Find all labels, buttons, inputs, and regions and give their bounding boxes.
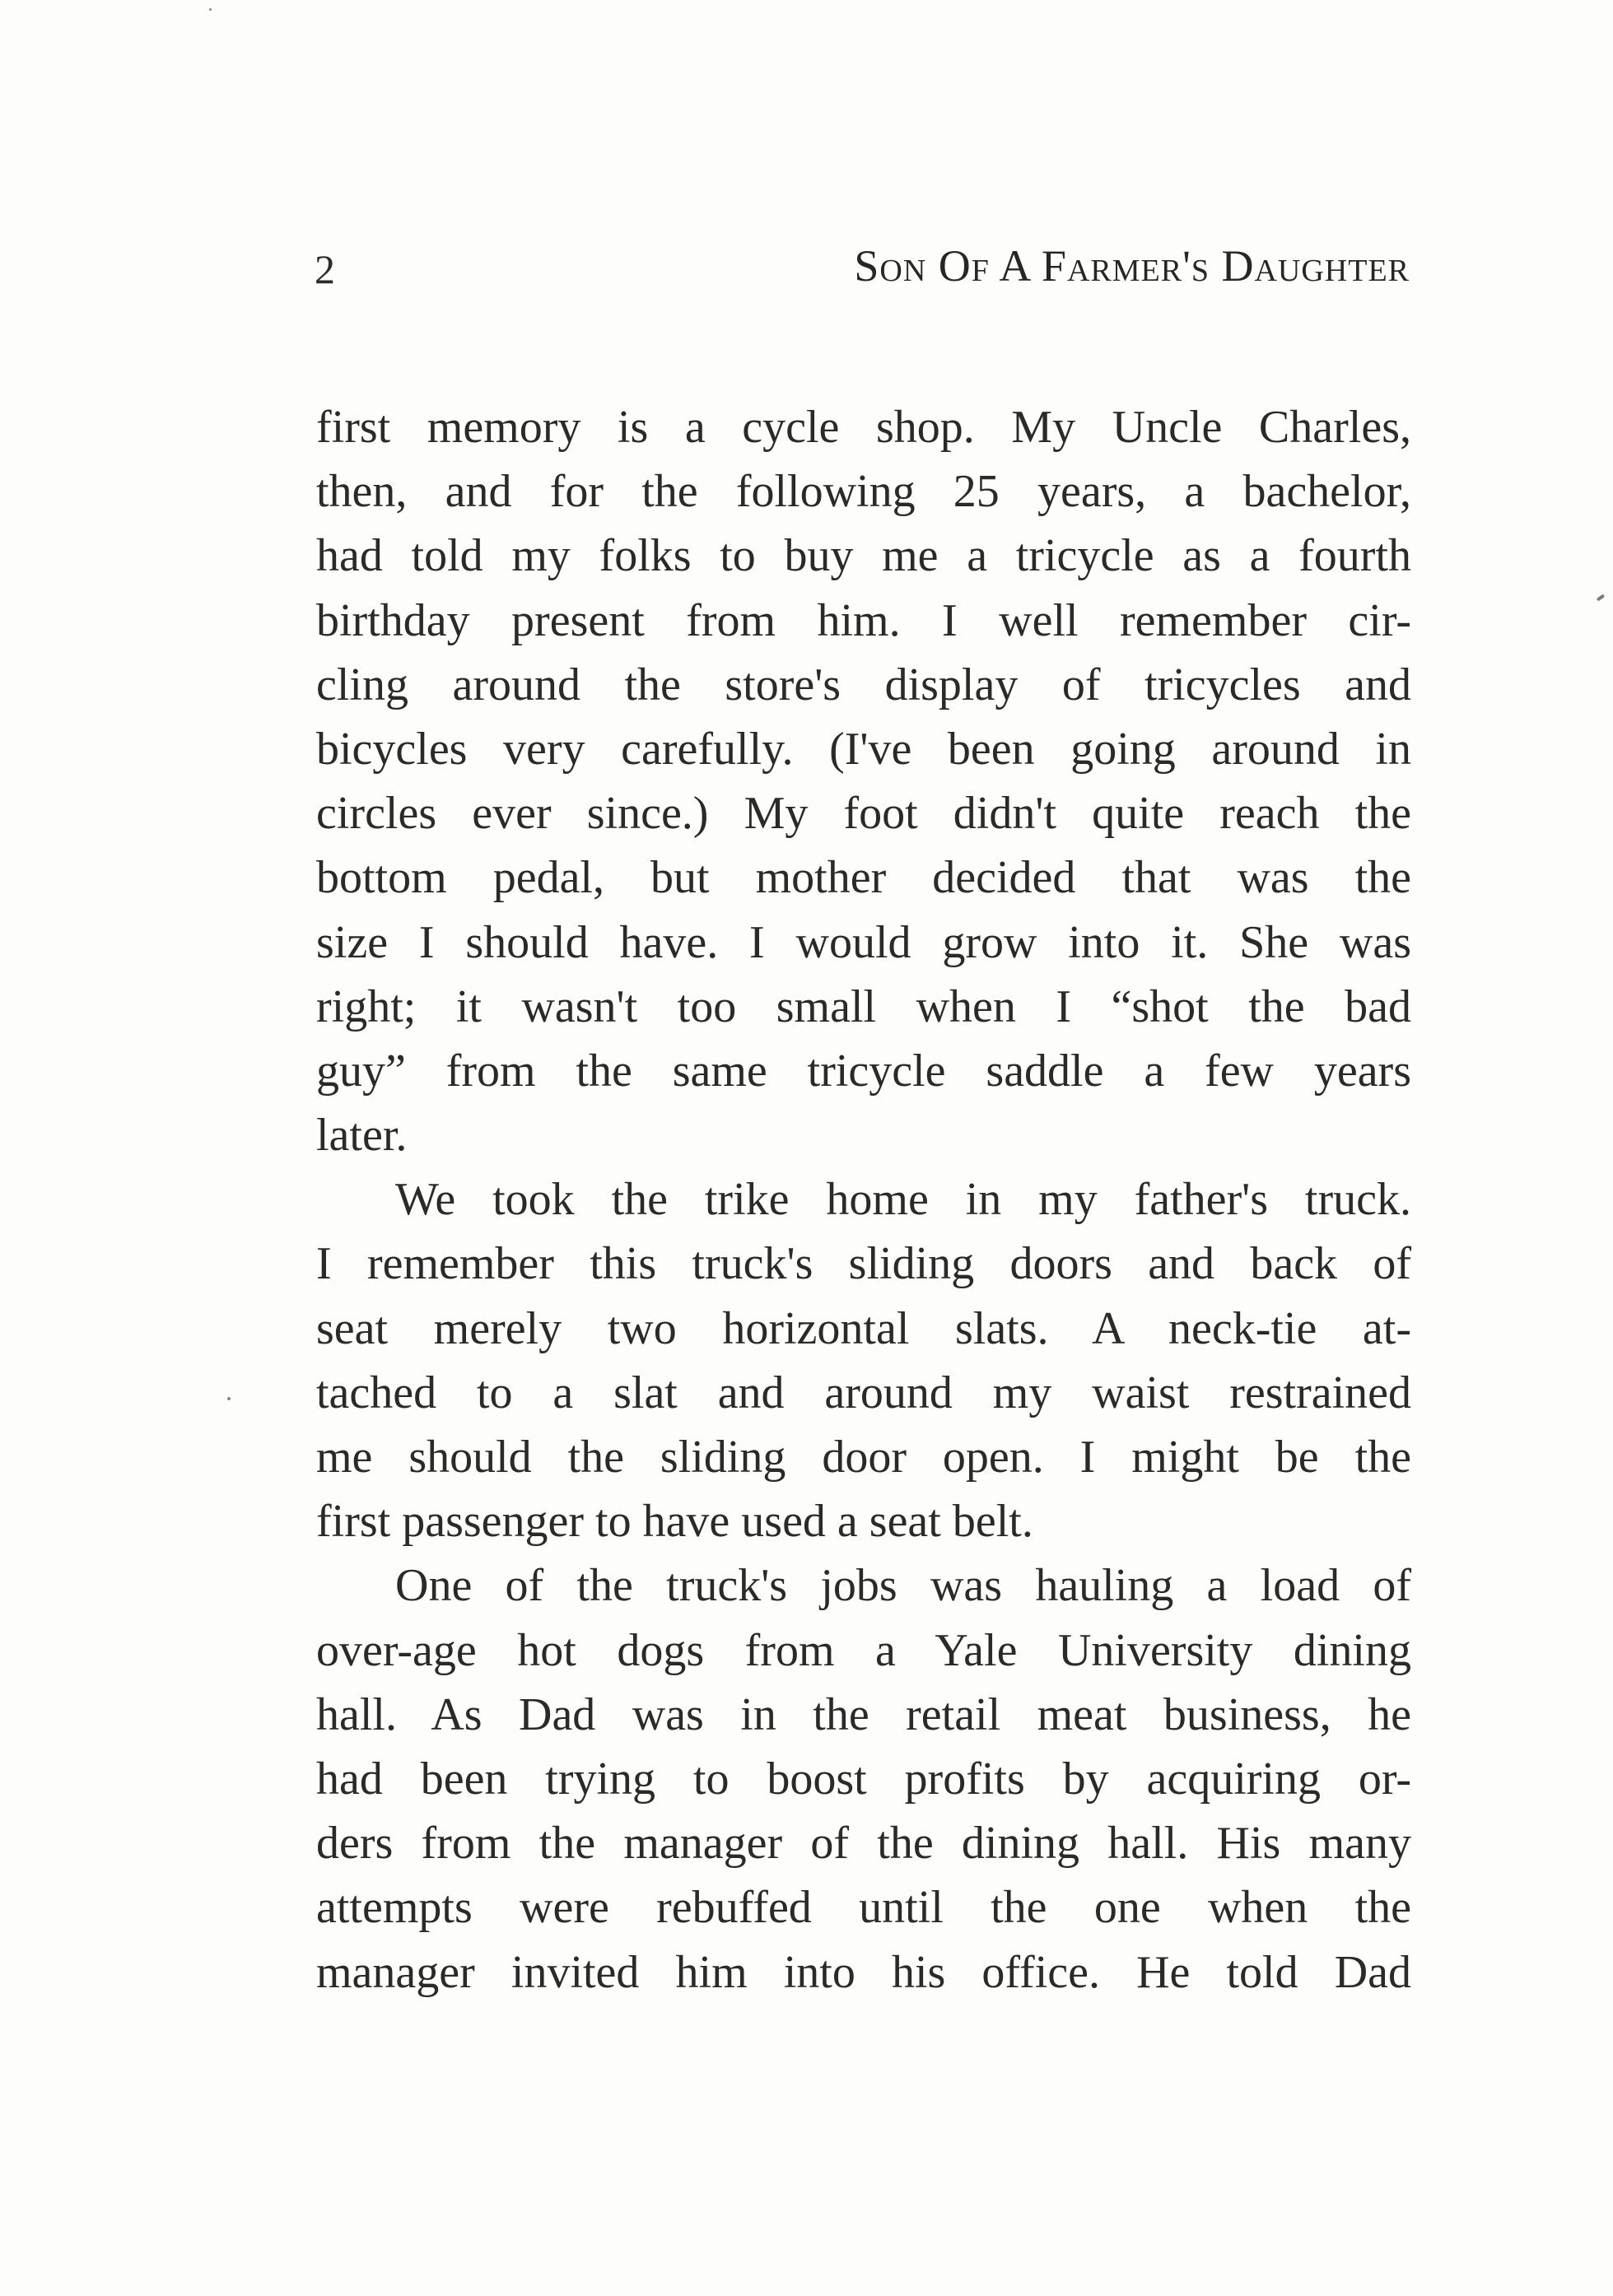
text-line: ders from the manager of the dining hall. His many — [316, 1818, 1411, 1870]
text-line: circles ever since.) My foot didn't quite reach the — [316, 788, 1411, 840]
text-line: hall. As Dad was in the retail meat business, he — [316, 1688, 1411, 1740]
body-text — [316, 395, 1411, 2005]
text-line: seat merely two horizontal slats. A neck-tie at- — [316, 1302, 1411, 1354]
text-line: size I should have. I would grow into it. She was — [316, 916, 1411, 968]
text-line: over-age hot dogs from a Yale University dining — [316, 1624, 1411, 1676]
scan-speck — [227, 1397, 231, 1400]
text-line: bottom pedal, but mother decided that was the — [316, 852, 1411, 904]
text-line: bicycles very carefully. (I've been going around in — [316, 723, 1411, 775]
text-line: attempts were rebuffed until the one when the — [316, 1882, 1411, 1934]
text-line: had told my folks to buy me a tricycle as a fourth — [316, 530, 1411, 582]
text-line: tached to a slat and around my waist restrained — [316, 1367, 1411, 1418]
text-line: me should the sliding door open. I might be the — [316, 1432, 1411, 1483]
text-line: right; it wasn't too small when I “shot the bad — [316, 980, 1411, 1032]
text-line: later. — [316, 1110, 408, 1162]
page-number: 2 — [315, 246, 335, 292]
text-line: first passenger to have used a seat belt. — [316, 1496, 1033, 1548]
text-line: One of the truck's jobs was hauling a load of — [395, 1560, 1411, 1612]
text-line: cling around the store's display of tricycles and — [316, 659, 1411, 710]
text-line: guy” from the same tricycle saddle a few years — [316, 1045, 1411, 1097]
text-line: first memory is a cycle shop. My Uncle Charles, — [316, 402, 1411, 453]
scan-mark — [1597, 594, 1605, 601]
text-line: manager invited him into his office. He told Dad — [316, 1946, 1411, 1998]
text-line: birthday present from him. I well remember cir- — [316, 594, 1411, 646]
text-line: had been trying to boost profits by acquiring or- — [316, 1753, 1411, 1805]
running-head — [315, 240, 1410, 298]
text-line: then, and for the following 25 years, a bachelor, — [316, 466, 1411, 518]
scan-speck — [209, 8, 212, 11]
text-line: We took the trike home in my father's truck. — [395, 1174, 1411, 1226]
book-title: Son Of A Farmer's Daughter — [854, 241, 1410, 291]
text-line: I remember this truck's sliding doors and back of — [316, 1238, 1411, 1290]
